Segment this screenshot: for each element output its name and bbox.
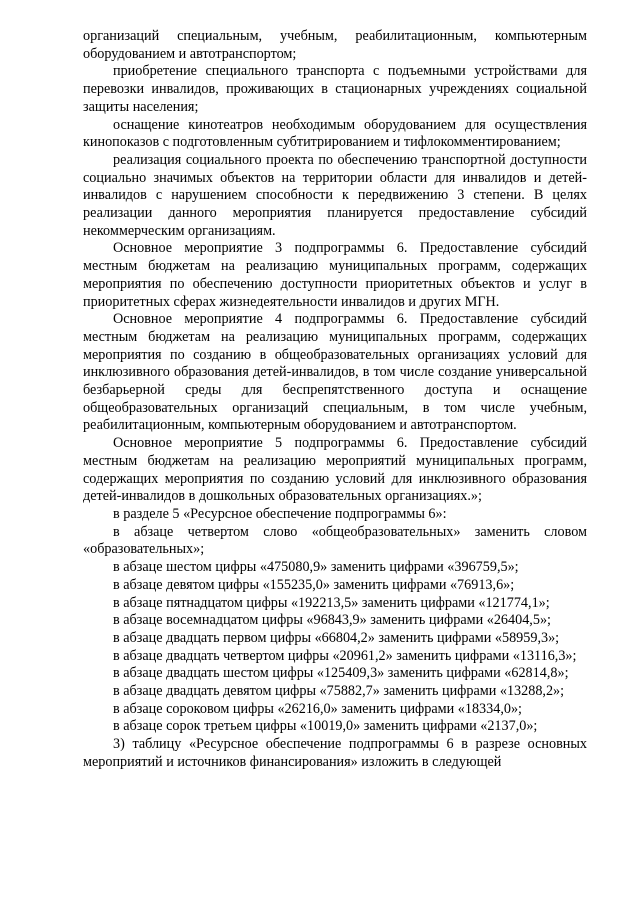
paragraph: в абзаце двадцать первом цифры «66804,2» заменить цифрами «58959,3»;	[113, 629, 560, 646]
paragraph: в абзаце двадцать девятом цифры «75882,7» заменить цифрами «13288,2»;	[113, 683, 565, 700]
paragraph: 3) таблицу «Ресурсное обеспечение подпрограммы 6 в разрезе основных мероприятий и источников финансирования» изложить в следующей	[83, 736, 587, 770]
paragraph: в абзаце сороковом цифры «26216,0» заменить цифрами «18334,0»;	[113, 700, 522, 717]
paragraph: приобретение специального транспорта с подъемными устройствами для перевозки инвалидов, проживающих в стационарных учреждениях социальной защиты населения;	[83, 63, 587, 115]
paragraph: в абзаце шестом цифры «475080,9» заменить цифрами «396759,5»;	[113, 559, 519, 576]
paragraph: в абзаце двадцать шестом цифры «125409,3» заменить цифрами «62814,8»;	[113, 665, 569, 682]
paragraph: Основное мероприятие 4 подпрограммы 6. Предоставление субсидий местным бюджетам на реализацию муниципальных программ, содержащих мероприятия по созданию в общеобразовательных организациях условий для инклюзивного образования детей-инвалидов, в том числе создание универсальной безбарьерной среды для беспрепятственного доступа и оснащение общеобразовательных организаций специальным, в том числе учебным, реабилитационным, компьютерным оборудованием и автотранспортом.	[83, 311, 587, 434]
paragraph: в абзаце девятом цифры «155235,0» заменить цифрами «76913,6»;	[113, 576, 515, 593]
paragraph: оснащение кинотеатров необходимым оборудованием для осуществления кинопоказов с подготовленным субтитрированием и тифлокомментированием;	[83, 116, 587, 151]
paragraph: в абзаце восемнадцатом цифры «96843,9» заменить цифрами «26404,5»;	[113, 612, 551, 629]
paragraph: в абзаце двадцать четвертом цифры «20961,2» заменить цифрами «13116,3»;	[113, 647, 577, 664]
paragraph: в абзаце сорок третьем цифры «10019,0» заменить цифрами «2137,0»;	[113, 718, 538, 735]
paragraph: Основное мероприятие 5 подпрограммы 6. Предоставление субсидий местным бюджетам на реализацию мероприятий муниципальных программ, содержащих мероприятия по созданию условий для инклюзивного образования детей-инвалидов в дошкольных образовательных организациях.»;	[83, 435, 587, 505]
paragraph: в абзаце четвертом слово «общеобразовательных» заменить словом «образовательных»;	[83, 523, 587, 558]
paragraph: Основное мероприятие 3 подпрограммы 6. Предоставление субсидий местным бюджетам на реализацию муниципальных программ, содержащих мероприятия по обеспечению доступности приоритетных объектов и услуг в приоритетных сферах жизнедеятельности инвалидов и других МГН.	[83, 240, 587, 310]
paragraph: организаций специальным, учебным, реабилитационным, компьютерным оборудованием и автотранспортом;	[83, 28, 587, 62]
paragraph: реализация социального проекта по обеспечению транспортной доступности социально значимых объектов на территории области для инвалидов и детей-инвалидов с нарушением способности к передвижению 3 степени. В целях реализации данного мероприятия планируется предоставление субсидий некоммерческим организациям.	[83, 151, 587, 239]
paragraph: в абзаце пятнадцатом цифры «192213,5» заменить цифрами «121774,1»;	[113, 594, 550, 611]
paragraph: в разделе 5 «Ресурсное обеспечение подпрограммы 6»:	[113, 505, 447, 522]
document-page	[83, 28, 587, 772]
